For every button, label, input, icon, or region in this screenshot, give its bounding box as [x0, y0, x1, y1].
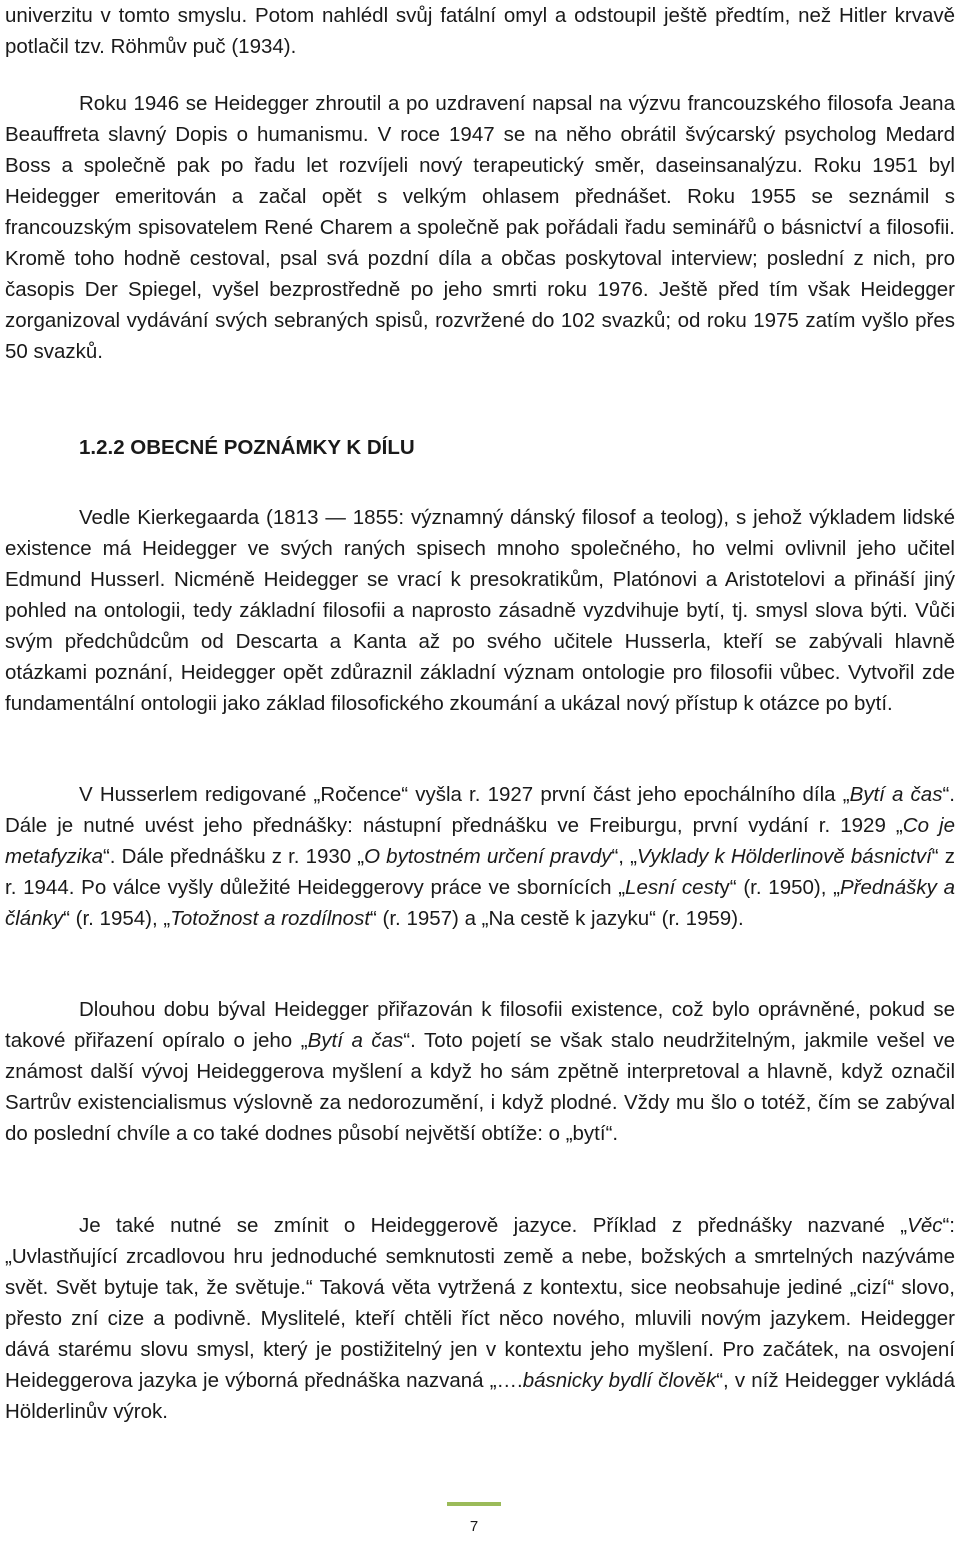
paragraph-language: Je také nutné se zmínit o Heideggerově jazyce. Příklad z přednášky nazvané „Věc“: „Uvlastňující zrcadlovou hru jednoduché semknutosti země a nebe, božských a smrtelných nazýváme svět. Svět bytuje tak, že světuje.“ Taková věta vytržená z kontextu, sice neobsahuje jediné „cizí“ slovo, přesto zní cize a podivně. Myslitelé, kteří chtěli říct něco nového, mluvili novým jazykem. Heidegger dává starému slovu smysl, který je postižitelný jen v kontextu jeho myšlení. Pro začátek, na osvojení Heideggerova jazyka je výborná přednáška nazvaná „….básnicky bydlí člověk“, v níž Heidegger vykládá Hölderlinův výrok.: [5, 1214, 955, 1423]
section-heading: 1.2.2 OBECNÉ POZNÁMKY K DÍLU: [79, 436, 415, 459]
paragraph-works: V Husserlem redigované „Ročence“ vyšla r. 1927 první část jeho epochálního díla „Bytí a čas“. Dále je nutné uvést jeho přednášky: nástupní přednášku ve Freiburgu, první vydání r. 1929 „Co je metafyzika“. Dále přednášku z r. 1930 „O bytostném určení pravdy“, „Vyklady k Hölderlinově básnictví“ z r. 1944. Po válce vyšly důležité Heideggerovy práce ve sbornících „Lesní cesty“ (r. 1950), „Přednášky a články“ (r. 1954), „Totožnost a rozdílnost“ (r. 1957) a „Na cestě k jazyku“ (r. 1959).: [5, 783, 956, 930]
page-number: 7: [469, 1518, 479, 1535]
paragraph-existence: Dlouhou dobu býval Heidegger přiřazován k filosofii existence, což bylo oprávněné, pokud se takové přiřazení opíralo o jeho „Bytí a čas“. Toto pojetí se však stalo neudržitelným, jakmile vešel ve známost další vývoj Heideggerova myšlení a když ho sám zpětně interpretoval a hlavně, když označil Sartrův existencialismus výslovně za nedorozumění, i když plodné. Vždy mu šlo o totéž, čím se zabýval do poslední chvíle a co také dodnes působí největší obtíže: o „bytí“.: [5, 998, 955, 1145]
footer-rule: [447, 1502, 501, 1506]
paragraph-general-notes: Vedle Kierkegaarda (1813 — 1855: významný dánský filosof a teolog), s jehož výkladem lidské existence má Heidegger ve svých raných spisech mnoho společného, ho velmi ovlivnil jeho učitel Edmund Husserl. Nicméně Heidegger se vrací k presokratikům, Platónovi a Aristotelovi a přináší jiný pohled na ontologii, tedy základní filosofii a naprosto zásadně vyzdvihuje bytí, tj. smysl slova býti. Vůči svým předchůdcům od Descarta a Kanta až po svého učitele Husserla, kteří se zabývali hlavně otázkami poznání, Heidegger opět zdůraznil základní význam ontologie pro filosofii vůbec. Vytvořil zde fundamentální ontologii jako základ filosofického zkoumání a ukázal nový přístup k otázce po bytí.: [5, 506, 955, 715]
paragraph-continuation: univerzitu v tomto smyslu. Potom nahlédl svůj fatální omyl a odstoupil ještě předtím, než Hitler krvavě potlačil tzv. Röhmův puč (1934).: [5, 4, 955, 58]
paragraph-biography: Roku 1946 se Heidegger zhroutil a po uzdravení napsal na výzvu francouzského filosofa Jeana Beauffreta slavný Dopis o humanismu. V roce 1947 se na něho obrátil švýcarský psycholog Medard Boss a společně pak po řadu let rozvíjeli nový terapeutický směr, daseinsanalýzu. Roku 1951 byl Heidegger emeritován a začal opět s velkým ohlasem přednášet. Roku 1955 se seznámil s francouzským spisovatelem René Charem a společně pak pořádali řadu seminářů o básnictví a filosofii. Kromě toho hodně cestoval, psal svá pozdní díla a občas poskytoval interview; poslední z nich, pro časopis Der Spiegel, vyšel bezprostředně po jeho smrti roku 1976. Ještě před tím však Heidegger zorganizoval vydávání svých sebraných spisů, rozvržené do 102 svazků; od roku 1975 zatím vyšlo přes 50 svazků.: [5, 92, 955, 363]
